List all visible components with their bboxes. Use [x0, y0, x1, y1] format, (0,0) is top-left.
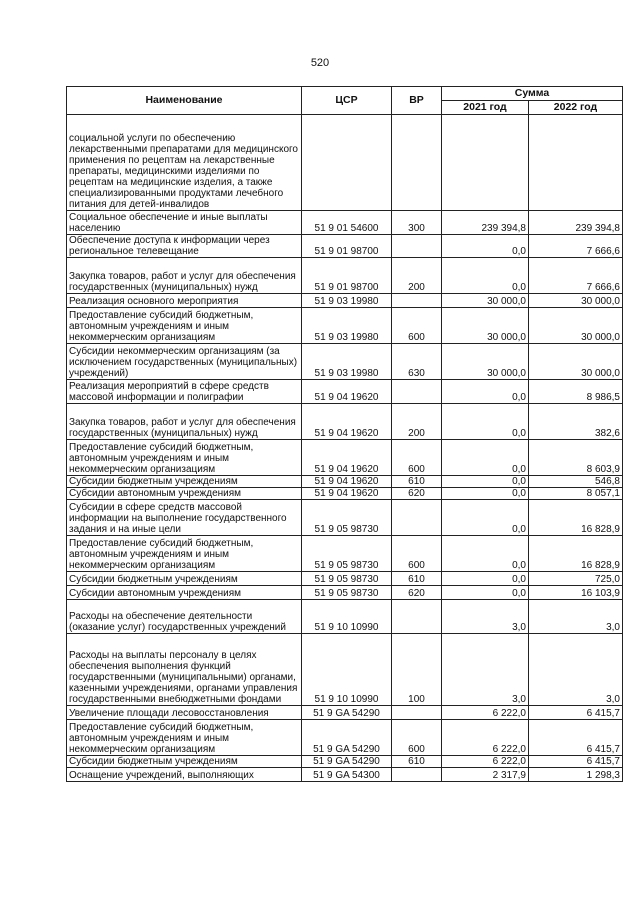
table-row [67, 258, 623, 294]
row-vr: 600 [392, 440, 442, 476]
table-row [67, 235, 623, 258]
table-row [67, 634, 623, 706]
row-csr: 51 9 01 98700 [302, 258, 392, 294]
row-vr [392, 706, 442, 720]
row-name: Предоставление субсидий бюджетным, автономным учреждениям и иным некоммерческим организациям [67, 536, 302, 572]
table-row [67, 706, 623, 720]
row-csr: 51 9 05 98730 [302, 536, 392, 572]
row-name: Субсидии бюджетным учреждениям [67, 756, 302, 768]
row-name: Увеличение площади лесовосстановления [67, 706, 302, 720]
row-csr: 51 9 03 19980 [302, 308, 392, 344]
row-vr: 600 [392, 536, 442, 572]
table-row [67, 756, 623, 768]
row-sum-2021: 0,0 [442, 404, 529, 440]
row-name: Предоставление субсидий бюджетным, автономным учреждениям и иным некоммерческим организациям [67, 720, 302, 756]
row-csr: 51 9 10 10990 [302, 634, 392, 706]
table-row [67, 720, 623, 756]
table-row [67, 211, 623, 235]
row-name: Оснащение учреждений, выполняющих [67, 768, 302, 782]
row-sum-2021: 0,0 [442, 586, 529, 600]
row-vr: 200 [392, 258, 442, 294]
row-sum-2021 [442, 115, 529, 211]
row-sum-2022: 382,6 [529, 404, 623, 440]
row-sum-2021: 0,0 [442, 440, 529, 476]
row-vr: 610 [392, 756, 442, 768]
row-vr [392, 600, 442, 634]
row-vr [392, 115, 442, 211]
table-row [67, 440, 623, 476]
row-csr: 51 9 05 98730 [302, 572, 392, 586]
row-vr [392, 294, 442, 308]
row-sum-2022: 6 415,7 [529, 720, 623, 756]
row-sum-2022: 16 828,9 [529, 536, 623, 572]
row-sum-2022 [529, 115, 623, 211]
row-sum-2022: 8 057,1 [529, 488, 623, 500]
row-vr: 300 [392, 211, 442, 235]
table-row [67, 600, 623, 634]
row-sum-2022: 1 298,3 [529, 768, 623, 782]
row-sum-2021: 30 000,0 [442, 344, 529, 380]
row-sum-2021: 30 000,0 [442, 308, 529, 344]
row-sum-2022: 16 103,9 [529, 586, 623, 600]
row-sum-2021: 2 317,9 [442, 768, 529, 782]
row-sum-2022: 8 986,5 [529, 380, 623, 404]
row-sum-2022: 8 603,9 [529, 440, 623, 476]
row-csr: 51 9 01 54600 [302, 211, 392, 235]
row-csr: 51 9 GA 54290 [302, 720, 392, 756]
row-sum-2022: 239 394,8 [529, 211, 623, 235]
header-name: Наименование [67, 87, 302, 115]
table-row [67, 536, 623, 572]
row-name: Субсидии в сфере средств массовой информации на выполнение государственного задания и на иные цели [67, 500, 302, 536]
row-csr [302, 115, 392, 211]
row-sum-2021: 0,0 [442, 380, 529, 404]
row-vr [392, 500, 442, 536]
row-csr: 51 9 GA 54290 [302, 756, 392, 768]
row-name: социальной услуги по обеспечению лекарственными препаратами для медицинского применения по рецептам на лекарственные препараты, медицинскими изделиями по рецептам на медицинские изделия, а также специализированными продуктами лечебного питания для детей-инвалидов [67, 115, 302, 211]
row-csr: 51 9 04 19620 [302, 404, 392, 440]
row-vr [392, 768, 442, 782]
row-sum-2021: 3,0 [442, 600, 529, 634]
row-vr [392, 380, 442, 404]
row-name: Предоставление субсидий бюджетным, автономным учреждениям и иным некоммерческим организациям [67, 440, 302, 476]
row-csr: 51 9 GA 54300 [302, 768, 392, 782]
row-csr: 51 9 03 19980 [302, 294, 392, 308]
table-row [67, 488, 623, 500]
row-sum-2021: 6 222,0 [442, 706, 529, 720]
row-csr: 51 9 10 10990 [302, 600, 392, 634]
row-sum-2021: 0,0 [442, 536, 529, 572]
row-sum-2021: 0,0 [442, 488, 529, 500]
row-sum-2021: 6 222,0 [442, 756, 529, 768]
header-year-2022: 2022 год [529, 101, 623, 115]
row-csr: 51 9 GA 54290 [302, 706, 392, 720]
row-sum-2021: 0,0 [442, 235, 529, 258]
row-vr: 600 [392, 308, 442, 344]
row-sum-2022: 7 666,6 [529, 258, 623, 294]
row-vr [392, 235, 442, 258]
row-name: Расходы на обеспечение деятельности (оказание услуг) государственных учреждений [67, 600, 302, 634]
row-sum-2022: 3,0 [529, 634, 623, 706]
row-vr: 620 [392, 586, 442, 600]
row-sum-2021: 0,0 [442, 572, 529, 586]
row-sum-2021: 0,0 [442, 258, 529, 294]
table-row [67, 586, 623, 600]
row-sum-2022: 7 666,6 [529, 235, 623, 258]
table-row [67, 476, 623, 488]
row-vr: 100 [392, 634, 442, 706]
row-name: Реализация основного мероприятия [67, 294, 302, 308]
row-csr: 51 9 04 19620 [302, 488, 392, 500]
row-name: Расходы на выплаты персоналу в целях обеспечения выполнения функций государственными (муниципальными) органами, казенными учреждениями, органами управления государственными внебюджетными фондами [67, 634, 302, 706]
table-row [67, 344, 623, 380]
row-sum-2021: 239 394,8 [442, 211, 529, 235]
table-row [67, 115, 623, 211]
budget-table [66, 86, 623, 782]
row-csr: 51 9 04 19620 [302, 380, 392, 404]
row-name: Субсидии бюджетным учреждениям [67, 572, 302, 586]
row-sum-2022: 546,8 [529, 476, 623, 488]
row-sum-2021: 3,0 [442, 634, 529, 706]
row-sum-2022: 30 000,0 [529, 308, 623, 344]
row-sum-2021: 0,0 [442, 500, 529, 536]
row-csr: 51 9 03 19980 [302, 344, 392, 380]
row-sum-2021: 6 222,0 [442, 720, 529, 756]
row-name: Закупка товаров, работ и услуг для обеспечения государственных (муниципальных) нужд [67, 404, 302, 440]
table-row [67, 500, 623, 536]
row-sum-2022: 3,0 [529, 600, 623, 634]
row-csr: 51 9 01 98700 [302, 235, 392, 258]
row-vr: 630 [392, 344, 442, 380]
header-csr: ЦСР [302, 87, 392, 115]
row-sum-2021: 30 000,0 [442, 294, 529, 308]
row-sum-2022: 6 415,7 [529, 706, 623, 720]
header-year-2021: 2021 год [442, 101, 529, 115]
row-csr: 51 9 04 19620 [302, 476, 392, 488]
header-sum: Сумма [442, 87, 623, 101]
page-number: 520 [310, 57, 330, 69]
row-sum-2022: 30 000,0 [529, 344, 623, 380]
table-row [67, 308, 623, 344]
table-row [67, 404, 623, 440]
row-csr: 51 9 04 19620 [302, 440, 392, 476]
row-name: Субсидии бюджетным учреждениям [67, 476, 302, 488]
table-row [67, 294, 623, 308]
header-vr: ВР [392, 87, 442, 115]
row-name: Закупка товаров, работ и услуг для обеспечения государственных (муниципальных) нужд [67, 258, 302, 294]
row-name: Субсидии некоммерческим организациям (за исключением государственных (муниципальных) учреждений) [67, 344, 302, 380]
row-sum-2021: 0,0 [442, 476, 529, 488]
row-csr: 51 9 05 98730 [302, 586, 392, 600]
row-sum-2022: 6 415,7 [529, 756, 623, 768]
row-vr: 600 [392, 720, 442, 756]
row-name: Реализация мероприятий в сфере средств массовой информации и полиграфии [67, 380, 302, 404]
row-name: Субсидии автономным учреждениям [67, 488, 302, 500]
row-csr: 51 9 05 98730 [302, 500, 392, 536]
row-name: Обеспечение доступа к информации через региональное телевещание [67, 235, 302, 258]
row-vr: 610 [392, 572, 442, 586]
table-row [67, 768, 623, 782]
table-row [67, 380, 623, 404]
row-vr: 610 [392, 476, 442, 488]
row-vr: 620 [392, 488, 442, 500]
row-sum-2022: 16 828,9 [529, 500, 623, 536]
row-vr: 200 [392, 404, 442, 440]
table-row [67, 572, 623, 586]
row-sum-2022: 725,0 [529, 572, 623, 586]
row-name: Субсидии автономным учреждениям [67, 586, 302, 600]
row-name: Социальное обеспечение и иные выплаты населению [67, 211, 302, 235]
row-sum-2022: 30 000,0 [529, 294, 623, 308]
row-name: Предоставление субсидий бюджетным, автономным учреждениям и иным некоммерческим организациям [67, 308, 302, 344]
